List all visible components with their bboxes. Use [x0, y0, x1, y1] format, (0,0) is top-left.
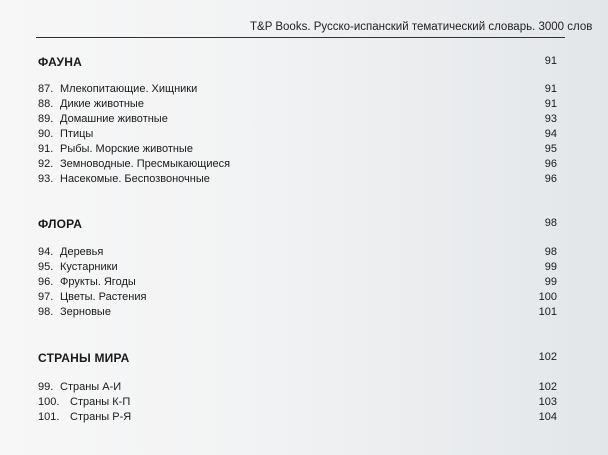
entry-number: 101.: [38, 411, 60, 423]
section-page-number: 91: [544, 55, 557, 67]
toc-entry: [38, 306, 557, 321]
entry-page-number: 96: [544, 158, 557, 170]
toc-entry: [38, 411, 557, 426]
entry-number: 94.: [38, 246, 54, 258]
entry-page-number: 100: [538, 291, 557, 303]
header-rule: [36, 37, 565, 38]
entry-number: 91.: [38, 143, 54, 155]
entry-page-number: 99: [544, 261, 557, 273]
entry-label: Страны К-П: [70, 396, 131, 408]
entry-page-number: 99: [544, 276, 557, 288]
entry-label: Зерновые: [60, 306, 111, 318]
entry-number: 98.: [38, 306, 54, 318]
entry-label: Фрукты. Ягоды: [60, 276, 136, 288]
entry-number: 89.: [38, 113, 54, 125]
toc-entry: [38, 173, 557, 188]
entry-label: Кустарники: [60, 261, 118, 273]
toc-entry: [38, 261, 557, 276]
entry-label: Земноводные. Пресмыкающиеся: [60, 158, 231, 170]
entry-label: Домашние животные: [60, 113, 168, 125]
entry-page-number: 98: [544, 246, 557, 258]
toc-entry: [38, 276, 557, 291]
toc-entry: [38, 113, 557, 128]
entry-page-number: 102: [538, 381, 557, 393]
entry-page-number: 91: [544, 98, 557, 110]
entry-label: Птицы: [60, 128, 94, 140]
entry-page-number: 104: [538, 411, 557, 423]
entry-number: 100.: [38, 396, 60, 408]
entry-number: 90.: [38, 128, 54, 140]
section-page-number: 102: [538, 351, 557, 363]
toc-section-countries: [38, 351, 557, 375]
entry-number: 88.: [38, 98, 54, 110]
entry-label: Страны Р-Я: [70, 411, 132, 423]
entry-label: Страны А-И: [60, 381, 122, 393]
toc-entry: [38, 246, 557, 261]
toc-entry: [38, 291, 557, 306]
entry-number: 96.: [38, 276, 54, 288]
section-title: СТРАНЫ МИРА: [38, 351, 130, 365]
entry-page-number: 101: [538, 306, 557, 318]
entry-page-number: 93: [544, 113, 557, 125]
entry-number: 97.: [38, 291, 54, 303]
toc-section-fauna: [38, 55, 557, 79]
section-title: ФАУНА: [38, 55, 82, 69]
entry-page-number: 96: [544, 173, 557, 185]
entry-number: 87.: [38, 83, 54, 95]
entry-number: 92.: [38, 158, 54, 170]
entry-number: 93.: [38, 173, 54, 185]
entry-number: 99.: [38, 381, 54, 393]
entry-label: Дикие животные: [60, 98, 144, 110]
toc-entry: [38, 128, 557, 143]
toc-entry: [38, 158, 557, 173]
section-page-number: 98: [544, 217, 557, 229]
toc-entry: [38, 83, 557, 98]
entry-label: Деревья: [60, 246, 104, 258]
running-header: T&P Books. Русско-испанский тематический словарь. 3000 слов: [250, 21, 593, 33]
entry-page-number: 95: [544, 143, 557, 155]
toc-entry: [38, 98, 557, 113]
toc-entry: [38, 143, 557, 158]
entry-label: Цветы. Растения: [60, 291, 147, 303]
entry-page-number: 91: [544, 83, 557, 95]
entry-page-number: 103: [538, 396, 557, 408]
entry-label: Насекомые. Беспозвоночные: [60, 173, 210, 185]
section-title: ФЛОРА: [38, 217, 83, 231]
entry-label: Рыбы. Морские животные: [60, 143, 193, 155]
entry-number: 95.: [38, 261, 54, 273]
entry-page-number: 94: [544, 128, 557, 140]
toc-section-flora: [38, 217, 557, 241]
toc-entry: [38, 381, 557, 396]
toc-entry: [38, 396, 557, 411]
entry-label: Млекопитающие. Хищники: [60, 83, 198, 95]
